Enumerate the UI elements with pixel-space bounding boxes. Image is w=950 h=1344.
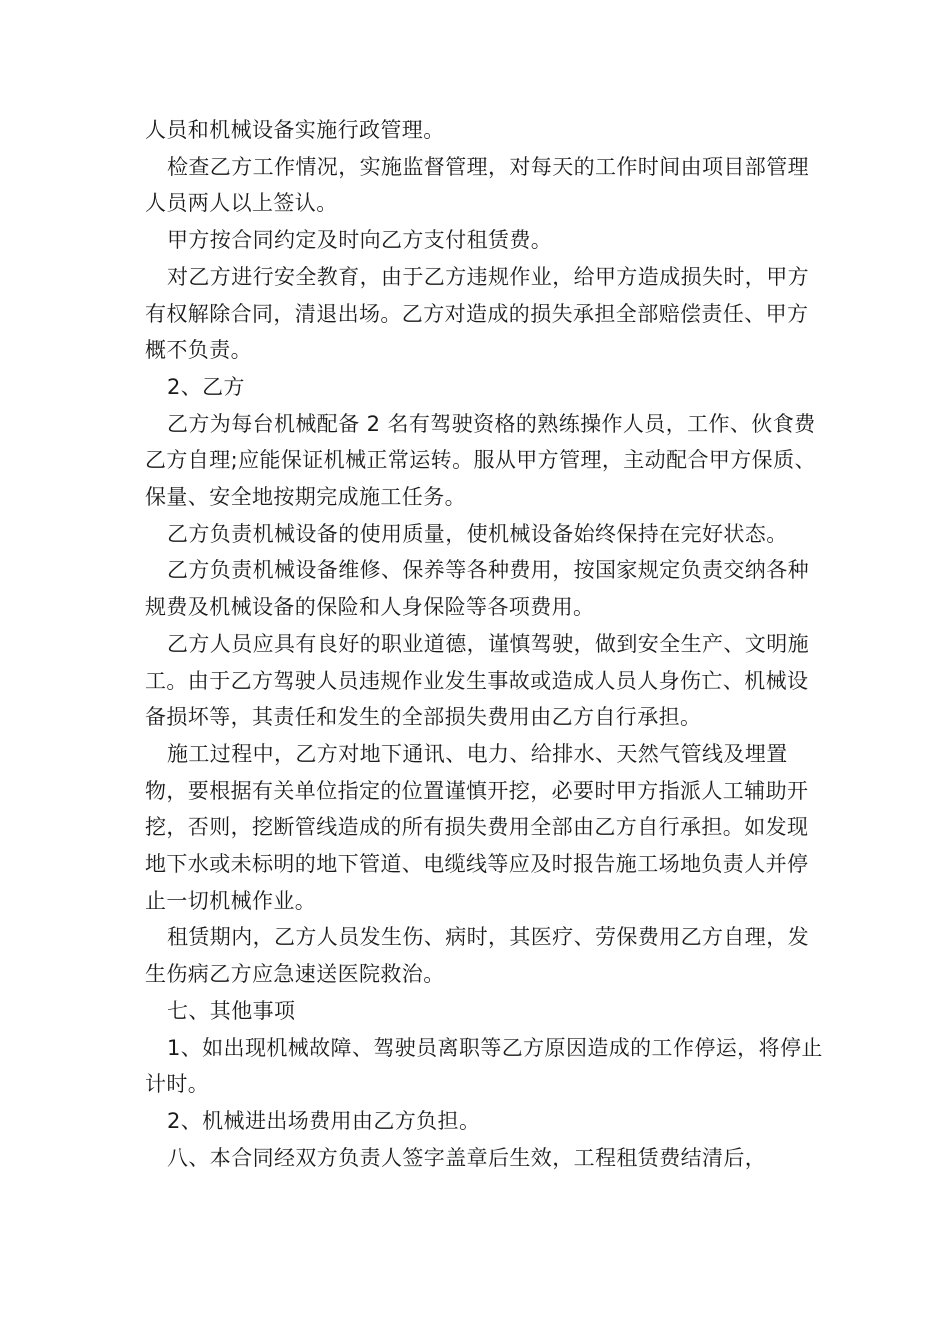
- paragraph-quality: 乙方负责机械设备的使用质量，使机械设备始终保持在完好状态。: [167, 521, 788, 546]
- document-body: [145, 112, 825, 1176]
- paragraph-maintenance-fees: 乙方负责机械设备维修、保养等各种费用，按国家规定负责交纳各种规费及机械设备的保险和人身保险等各项费用。: [145, 558, 809, 620]
- paragraph-payment: 甲方按合同约定及时向乙方支付租赁费。: [167, 228, 553, 253]
- paragraph-medical: 租赁期内，乙方人员发生伤、病时，其医疗、劳保费用乙方自理，发生伤病乙方应急速送医院救治。: [145, 925, 809, 987]
- paragraph-stoppage: 1、如出现机械故障、驾驶员离职等乙方原因造成的工作停运，将停止计时。: [145, 1035, 823, 1097]
- section-heading-other-matters: 七、其他事项: [167, 998, 296, 1023]
- paragraph-safety-education: 对乙方进行安全教育，由于乙方违规作业，给甲方造成损失时，甲方有权解除合同，清退出场。乙方对造成的损失承担全部赔偿责任、甲方概不负责。: [145, 264, 809, 363]
- paragraph-operators: 乙方为每台机械配备 2 名有驾驶资格的熟练操作人员，工作、伙食费乙方自理;应能保证机械正常运转。服从甲方管理，主动配合甲方保质、保量、安全地按期完成施工任务。: [145, 411, 816, 510]
- paragraph-transport-fee: 2、机械进出场费用由乙方负担。: [167, 1108, 481, 1133]
- paragraph-inspection: 检查乙方工作情况，实施监督管理，对每天的工作时间由项目部管理人员两人以上签认。: [145, 154, 809, 216]
- paragraph-excavation: 施工过程中，乙方对地下通讯、电力、给排水、天然气管线及埋置物，要根据有关单位指定的位置谨慎开挖，必要时甲方指派人工辅助开挖，否则，挖断管线造成的所有损失费用全部由乙方自行承担。如发现地下水或未标明的地下管道、电缆线等应及时报告施工场地负责人并停止一切机械作业。: [145, 741, 809, 913]
- paragraph-effective-clause: 八、本合同经双方负责人签字盖章后生效，工程租赁费结清后，: [167, 1145, 767, 1170]
- paragraph-ethics: 乙方人员应具有良好的职业道德，谨慎驾驶，做到安全生产、文明施工。由于乙方驾驶人员违规作业发生事故或造成人员人身伤亡、机械设备损坏等，其责任和发生的全部损失费用由乙方自行承担。: [145, 631, 809, 730]
- paragraph-admin-management: 人员和机械设备实施行政管理。: [145, 118, 445, 142]
- section-heading-party-b: 2、乙方: [167, 374, 245, 399]
